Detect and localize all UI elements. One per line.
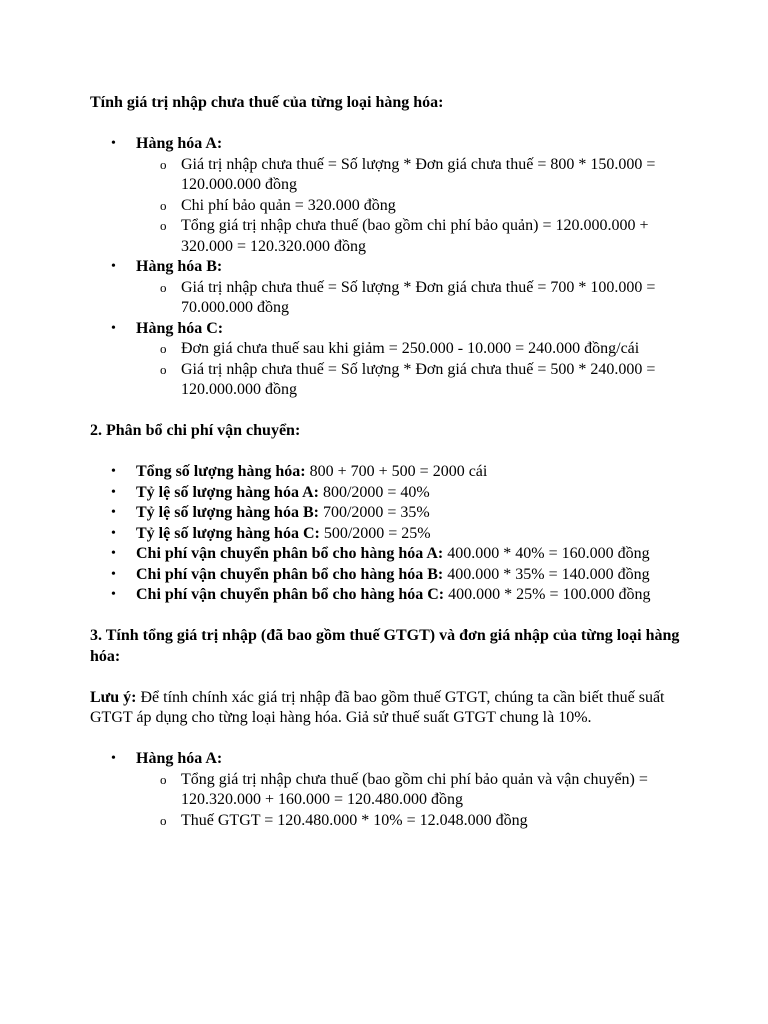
item-value: 800 + 700 + 500 = 2000 cái: [305, 463, 488, 480]
item-value: 500/2000 = 25%: [319, 524, 431, 542]
section-1-heading: Tính giá trị nhập chưa thuế của từng loại hàng hóa:: [90, 94, 444, 111]
item-label: Tỷ lệ số lượng hàng hóa A:: [136, 483, 319, 501]
section-3-heading: 3. Tính tổng giá trị nhập (đã bao gồm thuế GTGT) và đơn giá nhập của từng loại hàng hóa:: [90, 627, 680, 665]
goods-a-sub-1: o Giá trị nhập chưa thuế = Số lượng * Đơn giá chưa thuế = 800 * 150.000 = 120.000.000 đồng: [136, 155, 680, 196]
item-value: 400.000 * 35% = 140.000 đồng: [443, 565, 650, 583]
list-item: [90, 483, 680, 504]
note-paragraph: [90, 688, 680, 729]
item-label: Tổng số lượng hàng hóa:: [136, 463, 306, 480]
item-label: Tỷ lệ số lượng hàng hóa C:: [136, 524, 320, 542]
goods-c-sub-2: o Giá trị nhập chưa thuế = Số lượng * Đơn giá chưa thuế = 500 * 240.000 = 120.000.000 đồng: [136, 360, 680, 401]
note-text: Để tính chính xác giá trị nhập đã bao gồm thuế GTGT, chúng ta cần biết thuế suất GTGT áp dụng cho từng loại hàng hóa. Giả sử thuế suất GTGT chung là 10%.: [90, 688, 665, 726]
list-item: [90, 585, 680, 606]
list-item: [90, 544, 680, 565]
goods-c-label: Hàng hóa C:: [136, 319, 224, 337]
goods-b-item: [90, 257, 680, 319]
item-label: Tỷ lệ số lượng hàng hóa B:: [136, 504, 319, 521]
item-value: 400.000 * 40% = 160.000 đồng: [443, 545, 650, 562]
item-label: Chi phí vận chuyển phân bổ cho hàng hóa C:: [136, 586, 445, 603]
section-2-list: [90, 462, 680, 606]
goods-a-vat-sub-1: o Tổng giá trị nhập chưa thuế (bao gồm chi phí bảo quản và vận chuyển) = 120.320.000 + 160.000 = 120.480.000 đồng: [136, 770, 680, 811]
goods-a-vat-sub-2: o Thuế GTGT = 120.480.000 * 10% = 12.048.000 đồng: [136, 811, 680, 832]
item-value: 800/2000 = 40%: [318, 483, 430, 501]
item-value: 700/2000 = 35%: [318, 504, 430, 521]
goods-c-item: [90, 319, 680, 401]
goods-a-item: [90, 134, 680, 257]
goods-a-vat-label: Hàng hóa A:: [136, 750, 223, 767]
goods-a-sub-2: o Chi phí bảo quản = 320.000 đồng: [136, 196, 680, 217]
goods-b-sub-1: o Giá trị nhập chưa thuế = Số lượng * Đơn giá chưa thuế = 700 * 100.000 = 70.000.000 đồng: [136, 278, 680, 319]
list-item: [90, 462, 680, 483]
item-label: Chi phí vận chuyển phân bổ cho hàng hóa A:: [136, 545, 444, 562]
goods-a-label: Hàng hóa A:: [136, 135, 223, 152]
section-2-heading: 2. Phân bổ chi phí vận chuyển:: [90, 422, 301, 439]
goods-b-label: Hàng hóa B:: [136, 258, 223, 275]
list-item: [90, 524, 680, 545]
goods-c-sub-1: o Đơn giá chưa thuế sau khi giảm = 250.000 - 10.000 = 240.000 đồng/cái: [136, 339, 680, 360]
list-item: [90, 503, 680, 524]
goods-a-vat-item: [90, 749, 680, 831]
item-label: Chi phí vận chuyển phân bổ cho hàng hóa B:: [136, 565, 444, 583]
section-1-list: [90, 134, 680, 401]
document-page: [90, 93, 680, 831]
list-item: [90, 565, 680, 586]
goods-a-sub-3: o Tổng giá trị nhập chưa thuế (bao gồm chi phí bảo quản) = 120.000.000 + 320.000 = 120.320.000 đồng: [136, 216, 680, 257]
section-3-list: [90, 749, 680, 831]
note-label: Lưu ý:: [90, 688, 137, 706]
item-value: 400.000 * 25% = 100.000 đồng: [444, 586, 651, 603]
